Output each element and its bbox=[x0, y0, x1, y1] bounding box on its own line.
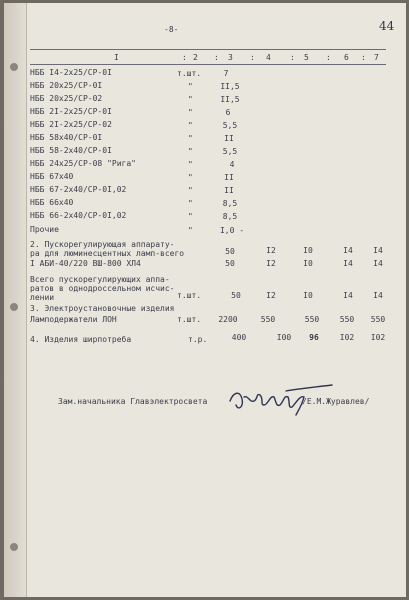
item-name: НББ 20х25/СР-0I bbox=[30, 81, 103, 90]
value-col4: 550 bbox=[260, 315, 276, 324]
value-col5: 550 bbox=[304, 315, 320, 324]
punch-hole bbox=[10, 63, 18, 71]
item-value: II bbox=[224, 173, 234, 182]
item-unit: " bbox=[188, 134, 193, 143]
value-col5: 96 bbox=[309, 333, 319, 342]
item-name: НББ 66-2х40/СР-0I,02 bbox=[30, 211, 127, 220]
column-header: 6 bbox=[344, 53, 349, 62]
item-name: НББ 67х40 bbox=[30, 172, 74, 181]
item-value: 7 bbox=[223, 69, 229, 78]
item-unit: " bbox=[188, 147, 193, 156]
item-name: НББ 58х40/СР-0I bbox=[30, 133, 103, 142]
item-unit: " bbox=[188, 108, 193, 117]
item-name: НББ 67-2х40/СР-0I,02 bbox=[30, 185, 127, 194]
value-col3: 2200 bbox=[218, 315, 238, 324]
value-col7: I02 bbox=[370, 333, 386, 342]
item-value: 5,5 bbox=[222, 121, 238, 130]
punch-hole bbox=[10, 543, 18, 551]
item-value: 5,5 bbox=[222, 147, 238, 156]
item-name: Прочие bbox=[30, 225, 59, 234]
column-separator: : bbox=[182, 53, 187, 62]
item-unit: т.шт. bbox=[177, 315, 202, 324]
column-header: 2 bbox=[193, 53, 198, 62]
item-unit: " bbox=[188, 160, 193, 169]
item-value: 8,5 bbox=[222, 212, 238, 221]
item-value: II bbox=[224, 134, 234, 143]
item-name: НББ 2I-2х25/СР-02 bbox=[30, 120, 112, 129]
item-name: НББ 24х25/СР-08 "Рига" bbox=[30, 159, 136, 168]
item-unit: т.шт. bbox=[177, 291, 202, 300]
item-value: 6 bbox=[225, 108, 231, 117]
value-col3: 400 bbox=[231, 333, 247, 342]
item-name: НББ I4-2х25/СР-0I bbox=[30, 68, 112, 77]
total-label: лении bbox=[30, 293, 55, 302]
item-name: I АБИ-40/220 ВШ-800 ХЛ4 bbox=[30, 259, 141, 268]
archive-page-number: 44 bbox=[379, 19, 395, 33]
column-header: 4 bbox=[266, 53, 271, 62]
value-col6: I02 bbox=[339, 333, 355, 342]
item-unit: т.шт. bbox=[177, 69, 202, 78]
column-header: 3 bbox=[228, 53, 233, 62]
value-col7: I4 bbox=[373, 246, 383, 255]
item-unit: " bbox=[188, 226, 193, 235]
value-col7: I4 bbox=[373, 291, 383, 300]
column-header: 7 bbox=[374, 53, 379, 62]
item-value: II bbox=[224, 186, 234, 195]
item-unit: " bbox=[188, 173, 193, 182]
item-unit: " bbox=[188, 82, 193, 91]
item-value: I,0 - bbox=[219, 226, 245, 235]
column-separator: : bbox=[326, 53, 331, 62]
value-col3: 50 bbox=[231, 291, 241, 300]
column-header: 5 bbox=[304, 53, 309, 62]
column-separator: : bbox=[361, 53, 366, 62]
item-name: НББ 20х25/СР-02 bbox=[30, 94, 103, 103]
section-title: 3. Электроустановочные изделия bbox=[30, 304, 175, 313]
value-col7: 550 bbox=[370, 315, 386, 324]
page-number: -8- bbox=[164, 25, 179, 34]
column-separator: : bbox=[214, 53, 219, 62]
signatory-name: /Е.М.Журавлев/ bbox=[302, 397, 370, 406]
value-col5: I0 bbox=[303, 246, 313, 255]
value-col4: I2 bbox=[266, 259, 276, 268]
value-col6: I4 bbox=[343, 259, 353, 268]
value-col6: I4 bbox=[343, 291, 353, 300]
binding-margin bbox=[4, 3, 27, 597]
value-col4: I2 bbox=[266, 246, 276, 255]
item-unit: " bbox=[188, 121, 193, 130]
item-name: НББ 66х40 bbox=[30, 198, 74, 207]
value-col4: I00 bbox=[276, 333, 292, 342]
item-unit: " bbox=[188, 186, 193, 195]
value-col5: I0 bbox=[303, 259, 313, 268]
total-label: ратов в однодроссельном исчис- bbox=[30, 284, 175, 293]
item-value: II,5 bbox=[220, 82, 240, 91]
item-unit: " bbox=[188, 199, 193, 208]
document-page bbox=[4, 3, 406, 597]
header-rule-top bbox=[30, 49, 386, 50]
item-unit: т.р. bbox=[188, 335, 208, 344]
value-col6: 550 bbox=[339, 315, 355, 324]
column-header: I bbox=[114, 53, 119, 62]
item-name: НББ 2I-2х25/СР-0I bbox=[30, 107, 112, 116]
value-col6: I4 bbox=[343, 246, 353, 255]
value-col4: I2 bbox=[266, 291, 276, 300]
item-unit: " bbox=[188, 95, 193, 104]
value-col3: 50 bbox=[225, 259, 235, 268]
section-title: 4. Изделия ширпотреба bbox=[30, 335, 132, 344]
value-col7: I4 bbox=[373, 259, 383, 268]
value-col5: I0 bbox=[303, 291, 313, 300]
header-rule-bottom bbox=[30, 64, 386, 65]
item-name: Ламподержатели ЛОН bbox=[30, 315, 117, 324]
item-value: 4 bbox=[229, 160, 235, 169]
column-separator: : bbox=[290, 53, 295, 62]
total-label: Всего пускорегулирующих аппа- bbox=[30, 275, 170, 284]
item-name: НББ 58-2х40/СР-0I bbox=[30, 146, 112, 155]
section-title: 2. Пускорегулирующая аппарату- bbox=[30, 240, 175, 249]
column-separator: : bbox=[250, 53, 255, 62]
item-value: 8,5 bbox=[222, 199, 238, 208]
value-col3: 50 bbox=[225, 247, 235, 256]
item-value: II,5 bbox=[220, 95, 240, 104]
signatory-position: Зам.начальника Главэлектросвета bbox=[58, 397, 208, 406]
section-title: ра для люминесцентных ламп-всего bbox=[30, 249, 185, 258]
punch-hole bbox=[10, 303, 18, 311]
item-unit: " bbox=[188, 212, 193, 221]
